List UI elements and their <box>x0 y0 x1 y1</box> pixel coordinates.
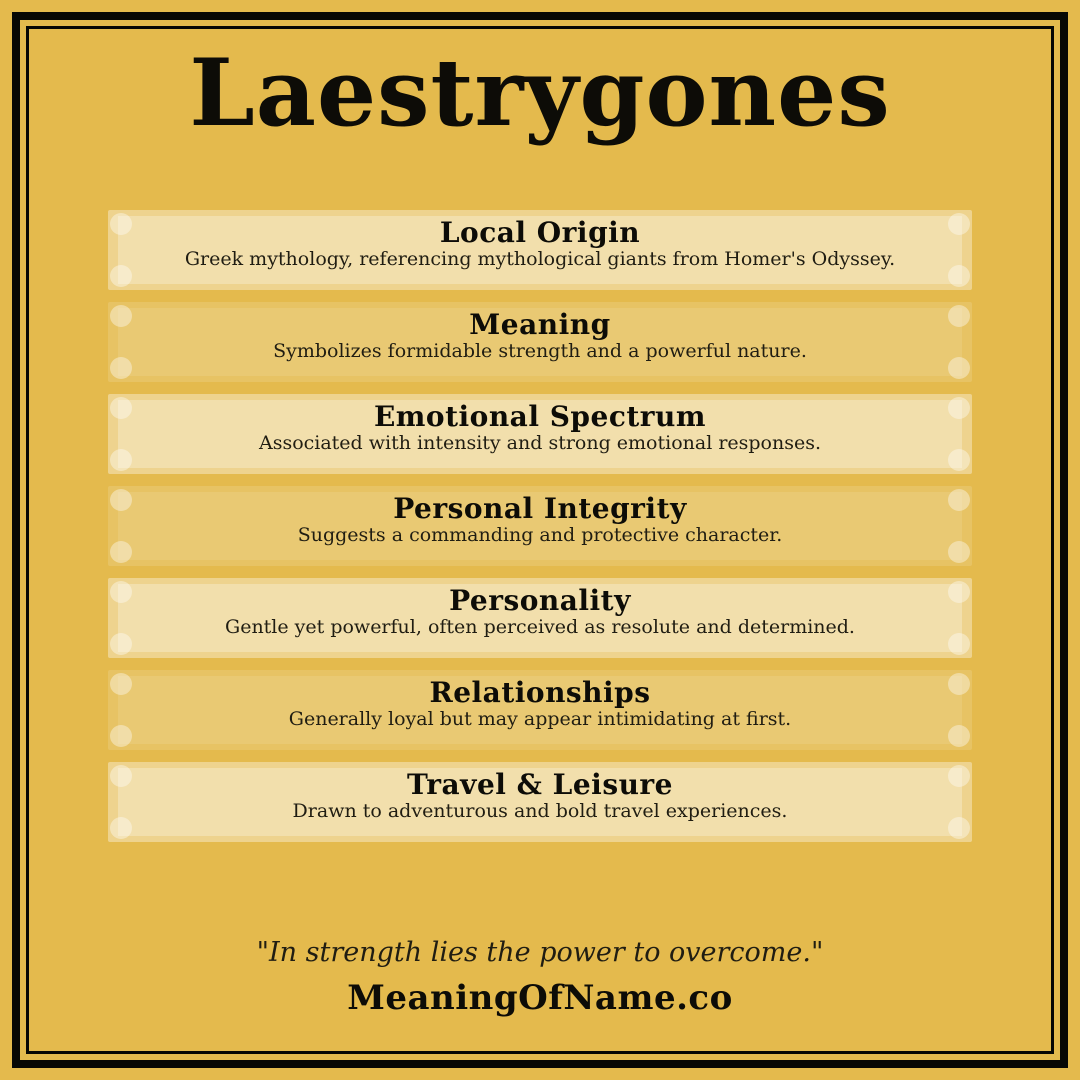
section-heading: Relationships <box>429 676 651 709</box>
section-heading: Travel & Leisure <box>406 768 673 801</box>
rivet-icon <box>948 397 970 419</box>
section-card-inner <box>118 584 962 652</box>
section-heading: Local Origin <box>439 216 641 249</box>
section-card-inner <box>118 492 962 560</box>
section-card <box>108 210 972 290</box>
rivet-icon <box>948 357 970 379</box>
rivet-icon <box>110 581 132 603</box>
section-description: Generally loyal but may appear intimidating at first. <box>288 708 792 730</box>
section-card <box>108 762 972 842</box>
rivet-icon <box>948 633 970 655</box>
section-description: Associated with intensity and strong emotional responses. <box>258 432 822 454</box>
rivet-icon <box>948 673 970 695</box>
rivet-icon <box>110 449 132 471</box>
rivet-icon <box>110 541 132 563</box>
section-card <box>108 486 972 566</box>
rivet-icon <box>110 489 132 511</box>
section-heading: Personal Integrity <box>393 492 687 525</box>
rivet-icon <box>948 213 970 235</box>
rivet-icon <box>948 725 970 747</box>
sections-list <box>108 210 972 842</box>
section-card <box>108 670 972 750</box>
rivet-icon <box>110 633 132 655</box>
section-description: Greek mythology, referencing mythological giants from Homer's Odyssey. <box>184 248 896 270</box>
rivet-icon <box>948 817 970 839</box>
section-card <box>108 302 972 382</box>
section-card-inner <box>118 676 962 744</box>
section-card-inner <box>118 216 962 284</box>
rivet-icon <box>948 765 970 787</box>
rivet-icon <box>110 357 132 379</box>
rivet-icon <box>110 265 132 287</box>
section-description: Symbolizes formidable strength and a powerful nature. <box>273 340 807 362</box>
section-heading: Personality <box>449 584 631 617</box>
section-card-inner <box>118 308 962 376</box>
rivet-icon <box>110 305 132 327</box>
rivet-icon <box>948 489 970 511</box>
rivet-icon <box>948 265 970 287</box>
section-card <box>108 578 972 658</box>
rivet-icon <box>948 541 970 563</box>
section-heading: Emotional Spectrum <box>373 400 707 433</box>
section-card-inner <box>118 400 962 468</box>
section-description: Gentle yet powerful, often perceived as resolute and determined. <box>225 616 855 638</box>
page-title: Laestrygones <box>189 38 891 147</box>
section-description: Suggests a commanding and protective character. <box>297 524 783 546</box>
rivet-icon <box>948 305 970 327</box>
section-description: Drawn to adventurous and bold travel experiences. <box>292 800 788 822</box>
rivet-icon <box>110 213 132 235</box>
section-card <box>108 394 972 474</box>
section-heading: Meaning <box>469 308 611 341</box>
rivet-icon <box>110 817 132 839</box>
rivet-icon <box>110 673 132 695</box>
rivet-icon <box>110 765 132 787</box>
rivet-icon <box>948 449 970 471</box>
quote-text: "In strength lies the power to overcome." <box>256 937 824 968</box>
section-card-inner <box>118 768 962 836</box>
rivet-icon <box>948 581 970 603</box>
rivet-icon <box>110 397 132 419</box>
rivet-icon <box>110 725 132 747</box>
brand-name: MeaningOfName.co <box>347 978 733 1018</box>
